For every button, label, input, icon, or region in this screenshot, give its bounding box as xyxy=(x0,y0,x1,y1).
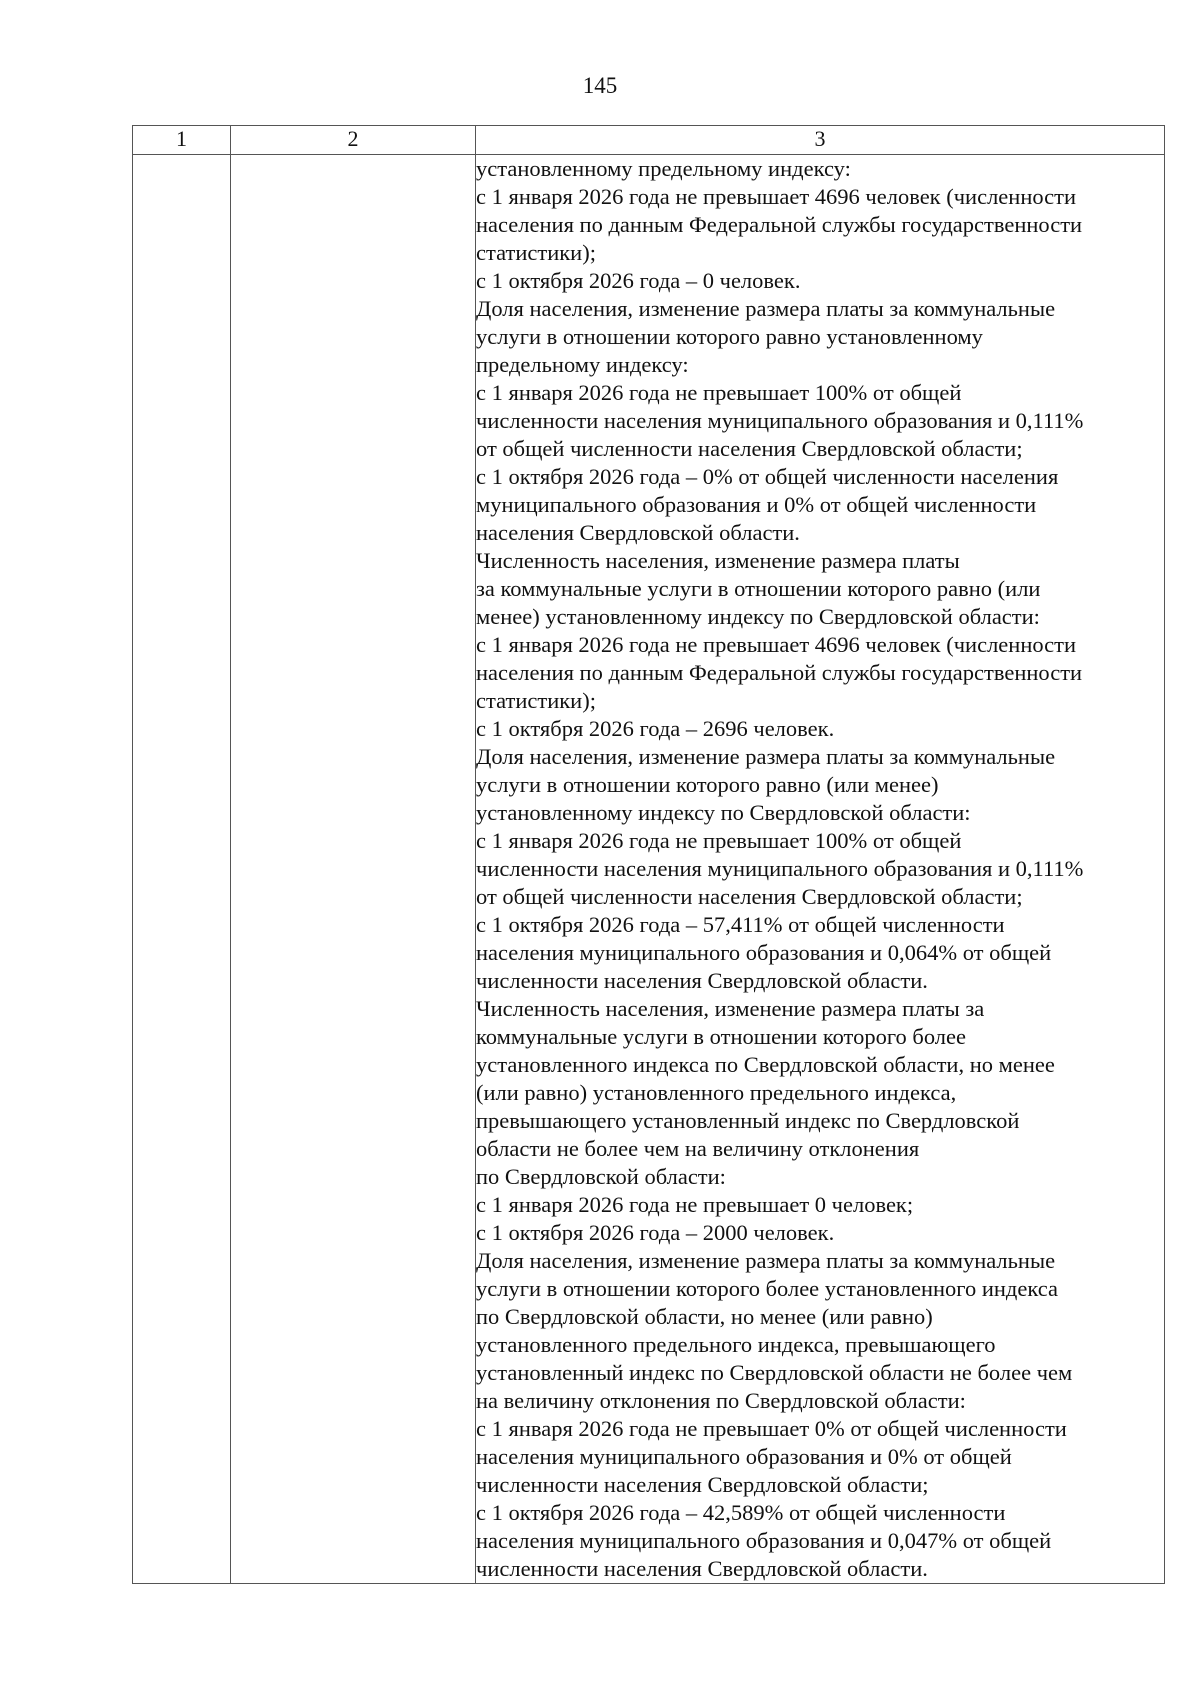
text-line: Доля населения, изменение размера платы за коммунальные xyxy=(476,1248,1056,1273)
text-line: установленного предельного индекса, превышающего xyxy=(476,1332,996,1357)
column-header-1: 1 xyxy=(133,126,231,155)
text-line: с 1 января 2026 года не превышает 4696 человек (численности xyxy=(476,184,1077,209)
text-line: населения Свердловской области. xyxy=(476,520,800,545)
text-block xyxy=(476,155,1164,1583)
table-header-row xyxy=(133,126,1165,155)
text-line: с 1 января 2026 года не превышает 100% от общей xyxy=(476,380,962,405)
text-line: численности населения муниципального образования и 0,111% xyxy=(476,408,1084,433)
text-line: с 1 октября 2026 года – 2696 человек. xyxy=(476,716,835,741)
cell-col-3 xyxy=(476,155,1165,1584)
text-line: от общей численности населения Свердловской области; xyxy=(476,884,1023,909)
document-table xyxy=(132,125,1165,1584)
text-line: населения по данным Федеральной службы государственности xyxy=(476,212,1083,237)
text-line: установленный индекс по Свердловской области не более чем xyxy=(476,1360,1073,1385)
text-line: Численность населения, изменение размера платы xyxy=(476,548,960,573)
text-line: предельному индексу: xyxy=(476,352,689,377)
text-line: (или равно) установленного предельного индекса, xyxy=(476,1080,957,1105)
text-line: с 1 октября 2026 года – 0% от общей численности населения xyxy=(476,464,1059,489)
text-line: Доля населения, изменение размера платы за коммунальные xyxy=(476,744,1056,769)
table-row xyxy=(133,155,1165,1584)
text-line: услуги в отношении которого равно (или менее) xyxy=(476,772,939,797)
text-line: услуги в отношении которого более установленного индекса xyxy=(476,1276,1058,1301)
text-line: численности населения Свердловской области. xyxy=(476,968,928,993)
text-line: Доля населения, изменение размера платы за коммунальные xyxy=(476,296,1056,321)
text-line: на величину отклонения по Свердловской области: xyxy=(476,1388,966,1413)
text-line: услуги в отношении которого равно установленному xyxy=(476,324,983,349)
text-line: населения муниципального образования и 0,064% от общей xyxy=(476,940,1052,965)
text-line: менее) установленному индексу по Свердловской области: xyxy=(476,604,1040,629)
text-line: от общей численности населения Свердловской области; xyxy=(476,436,1023,461)
text-line: области не более чем на величину отклонения xyxy=(476,1136,920,1161)
cell-col-2 xyxy=(231,155,476,1584)
text-line: с 1 января 2026 года не превышает 100% от общей xyxy=(476,828,962,853)
text-line: муниципального образования и 0% от общей численности xyxy=(476,492,1037,517)
text-line: статистики); xyxy=(476,688,596,713)
text-line: Численность населения, изменение размера платы за xyxy=(476,996,985,1021)
text-line: населения муниципального образования и 0,047% от общей xyxy=(476,1528,1052,1553)
text-line: по Свердловской области, но менее (или равно) xyxy=(476,1304,933,1329)
column-header-2: 2 xyxy=(231,126,476,155)
text-line: с 1 января 2026 года не превышает 0% от общей численности xyxy=(476,1416,1067,1441)
text-line: населения муниципального образования и 0% от общей xyxy=(476,1444,1012,1469)
text-line: численности населения Свердловской области. xyxy=(476,1556,928,1581)
text-line: превышающего установленный индекс по Свердловской xyxy=(476,1108,1020,1133)
text-line: с 1 января 2026 года не превышает 4696 человек (численности xyxy=(476,632,1077,657)
column-header-3: 3 xyxy=(476,126,1165,155)
text-line: коммунальные услуги в отношении которого более xyxy=(476,1024,966,1049)
cell-col-1 xyxy=(133,155,231,1584)
page-number: 145 xyxy=(582,73,618,98)
text-line: установленного индекса по Свердловской области, но менее xyxy=(476,1052,1055,1077)
text-line: с 1 октября 2026 года – 2000 человек. xyxy=(476,1220,835,1245)
text-line: с 1 октября 2026 года – 57,411% от общей численности xyxy=(476,912,1005,937)
text-line: с 1 октября 2026 года – 42,589% от общей численности xyxy=(476,1500,1006,1525)
text-line: с 1 октября 2026 года – 0 человек. xyxy=(476,268,801,293)
text-line: численности населения муниципального образования и 0,111% xyxy=(476,856,1084,881)
text-line: установленному предельному индексу: xyxy=(476,156,851,181)
text-line: установленному индексу по Свердловской области: xyxy=(476,800,971,825)
text-line: численности населения Свердловской области; xyxy=(476,1472,929,1497)
text-line: по Свердловской области: xyxy=(476,1164,726,1189)
text-line: с 1 января 2026 года не превышает 0 человек; xyxy=(476,1192,914,1217)
text-line: за коммунальные услуги в отношении которого равно (или xyxy=(476,576,1041,601)
text-line: статистики); xyxy=(476,240,596,265)
text-line: населения по данным Федеральной службы государственности xyxy=(476,660,1083,685)
